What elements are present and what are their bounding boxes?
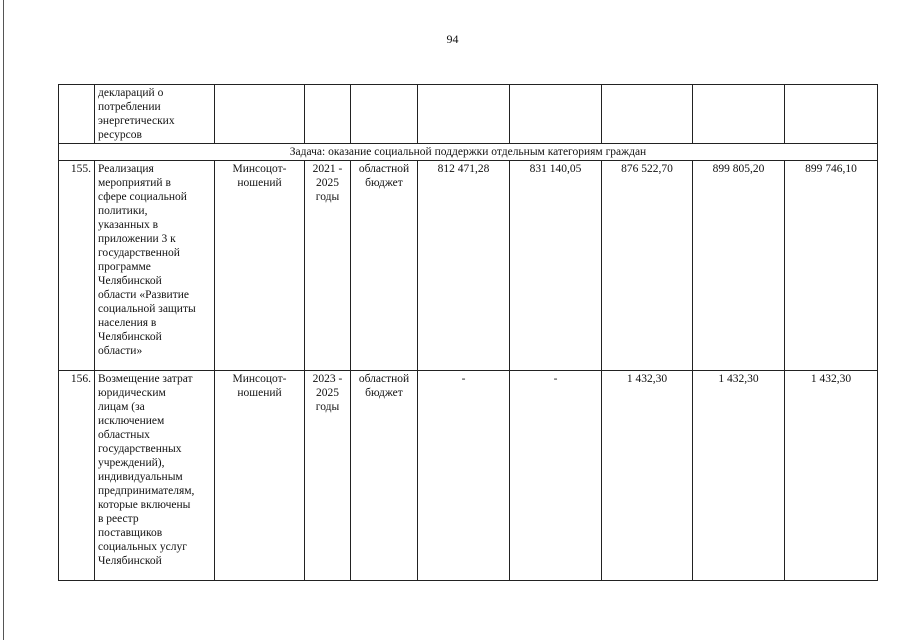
text-line: поставщиков <box>98 527 163 539</box>
cell-source <box>351 85 418 144</box>
text-line: областной <box>358 373 410 385</box>
text-line: энергетических <box>98 115 175 127</box>
text-line: потреблении <box>98 101 161 113</box>
text-line: индивидуальным <box>98 471 183 483</box>
text-line: 2025 <box>316 177 339 189</box>
cell-measure-name <box>95 85 215 144</box>
cell-period <box>305 161 351 371</box>
text-line: бюджет <box>365 387 403 399</box>
text-line: государственных <box>98 443 182 455</box>
cell-executor <box>215 371 305 581</box>
text-line: областных <box>98 429 150 441</box>
cell-executor <box>215 85 305 144</box>
cell-no: 156. <box>59 371 95 581</box>
text-line: Челябинской <box>98 331 162 343</box>
text-line: лицам (за <box>98 401 145 413</box>
cell-no: 155. <box>59 161 95 371</box>
text-line: государственной <box>98 247 180 259</box>
text-line: населения в <box>98 317 157 329</box>
text-line: исключением <box>98 415 165 427</box>
cell-value: 831 140,05 <box>510 161 602 371</box>
table-row-continued <box>59 85 878 144</box>
text-line: 2023 - <box>312 373 343 385</box>
text-line: сфере социальной <box>98 191 187 203</box>
cell-measure-name <box>95 371 215 581</box>
cell-value: 876 522,70 <box>602 161 693 371</box>
cell-source <box>351 161 418 371</box>
cell-value <box>693 85 785 144</box>
text-line: политики, <box>98 205 148 217</box>
text-line: области» <box>98 345 143 357</box>
cell-value: 899 805,20 <box>693 161 785 371</box>
cell-value: - <box>510 371 602 581</box>
text-line: Челябинской <box>98 555 162 567</box>
text-line: ресурсов <box>98 129 142 141</box>
text-line: приложении 3 к <box>98 233 176 245</box>
cell-value: 812 471,28 <box>418 161 510 371</box>
text-line: областной <box>358 163 410 175</box>
cell-period <box>305 371 351 581</box>
text-line: ношений <box>237 387 282 399</box>
cell-value <box>418 85 510 144</box>
cell-value <box>785 85 878 144</box>
text-line: указанных в <box>98 219 159 231</box>
task-heading: Задача: оказание социальной поддержки отдельным категориям граждан <box>59 144 878 161</box>
page-edge-line <box>3 0 4 640</box>
text-line: социальной защиты <box>98 303 196 315</box>
text-line: Минсоцот- <box>232 163 287 175</box>
text-line: предпринимателям, <box>98 485 195 497</box>
cell-value: - <box>418 371 510 581</box>
text-line: Реализация <box>98 163 154 175</box>
text-line: социальных услуг <box>98 541 187 553</box>
text-line: Возмещение затрат <box>98 373 193 385</box>
table-row <box>59 161 878 371</box>
cell-value: 1 432,30 <box>785 371 878 581</box>
task-heading-row <box>59 144 878 161</box>
text-line: деклараций о <box>98 87 164 99</box>
cell-source <box>351 371 418 581</box>
text-line: области «Развитие <box>98 289 189 301</box>
text-line: годы <box>315 401 340 413</box>
program-table <box>58 84 878 581</box>
cell-value: 1 432,30 <box>693 371 785 581</box>
cell-no <box>59 85 95 144</box>
text-line: в реестр <box>98 513 139 525</box>
text-line: ношений <box>237 177 282 189</box>
cell-value <box>510 85 602 144</box>
cell-period <box>305 85 351 144</box>
text-line: юридическим <box>98 387 166 399</box>
text-line: учреждений), <box>98 457 165 469</box>
table-row <box>59 371 878 581</box>
cell-value: 899 746,10 <box>785 161 878 371</box>
text-line: бюджет <box>365 177 403 189</box>
text-line: годы <box>315 191 340 203</box>
text-line: Челябинской <box>98 275 162 287</box>
page-number: 94 <box>446 32 459 46</box>
cell-value: 1 432,30 <box>602 371 693 581</box>
cell-value <box>602 85 693 144</box>
cell-executor <box>215 161 305 371</box>
cell-measure-name <box>95 161 215 371</box>
text-line: 2021 - <box>312 163 343 175</box>
text-line: программе <box>98 261 151 273</box>
text-line: Минсоцот- <box>232 373 287 385</box>
text-line: которые включены <box>98 499 191 511</box>
text-line: мероприятий в <box>98 177 171 189</box>
text-line: 2025 <box>316 387 339 399</box>
